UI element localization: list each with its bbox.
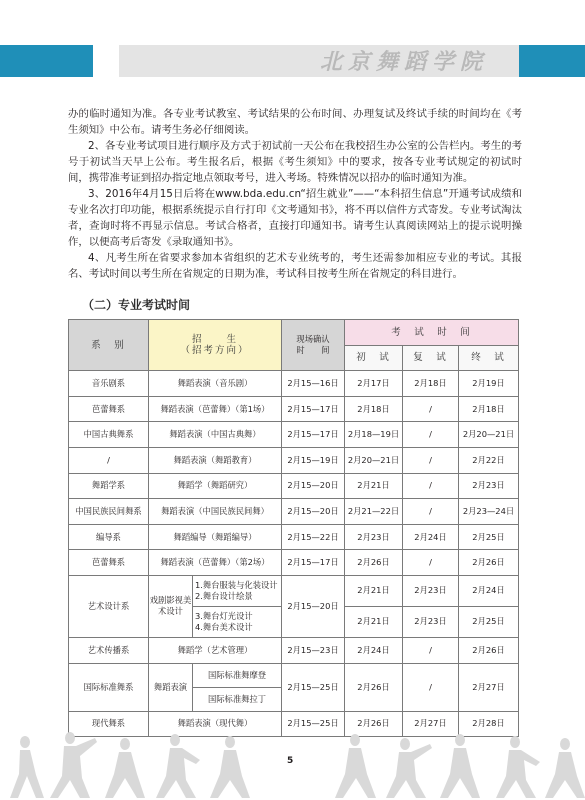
cell-confirm: 2月15—20日 [282, 499, 345, 525]
cell-confirm: 2月15—19日 [282, 447, 345, 473]
table-row [69, 524, 519, 550]
header-second: 复 试 [403, 345, 459, 371]
header-final: 终 试 [459, 345, 519, 371]
cell-major: 舞蹈表演（芭蕾舞）（第1场） [149, 396, 282, 422]
paragraph-2: 2、各专业考试项目进行顺序及方式于初试前一天公布在我校招生办公室的公告栏内。考生的考号于初试当天早上公布。考生报名后，根据《考生须知》中的要求，按各专业考试规定的初试时间，携带准考证到招办指定地点领取考号，进入考场。特殊情况以招办的临时通知为准。 [68, 140, 522, 184]
cell-first: 2月26日 [345, 663, 403, 711]
cell-first: 2月21日 [345, 575, 403, 606]
table-row [69, 396, 519, 422]
exam-schedule-table [68, 319, 519, 737]
cell-major-sub: 国际标准舞摩登 [193, 663, 282, 687]
header-band-right [519, 45, 585, 77]
cell-confirm: 2月15—22日 [282, 524, 345, 550]
header-first: 初 试 [345, 345, 403, 371]
section-title: （二）专业考试时间 [82, 298, 191, 312]
cell-final: 2月20—21日 [459, 422, 519, 448]
table-row [69, 637, 519, 663]
cell-final: 2月24日 [459, 575, 519, 606]
cell-final: 2月27日 [459, 663, 519, 711]
cell-confirm: 2月15—20日 [282, 473, 345, 499]
cell-first: 2月18日 [345, 396, 403, 422]
table-row-art-design-1 [69, 575, 519, 606]
cell-first: 2月18—19日 [345, 422, 403, 448]
cell-major: 舞蹈学（艺术管理） [149, 637, 282, 663]
paragraph-1: 办的临时通知为准。各专业考试教室、考试结果的公布时间、办理复试及终试手续的时间均在《考生须知》中公布。请考生务必仔细阅读。 [68, 108, 522, 136]
cell-major: 舞蹈表演（舞蹈教育） [149, 447, 282, 473]
table-row [69, 499, 519, 525]
cell-confirm: 2月15—16日 [282, 371, 345, 397]
table-row [69, 371, 519, 397]
cell-first: 2月21日 [345, 473, 403, 499]
cell-final: 2月26日 [459, 550, 519, 576]
cell-confirm: 2月15—20日 [282, 575, 345, 637]
table-row [69, 422, 519, 448]
cell-major: 舞蹈表演（音乐剧） [149, 371, 282, 397]
cell-first: 2月21日 [345, 606, 403, 637]
cell-dept: 现代舞系 [69, 711, 149, 737]
cell-confirm: 2月15—25日 [282, 663, 345, 711]
header-confirm [282, 320, 345, 371]
cell-second: / [403, 663, 459, 711]
cell-dept: / [69, 447, 149, 473]
table-row [69, 447, 519, 473]
cell-confirm: 2月15—23日 [282, 637, 345, 663]
cell-second: / [403, 637, 459, 663]
table-row-ballroom-1 [69, 663, 519, 687]
cell-major: 舞蹈表演（中国古典舞） [149, 422, 282, 448]
cell-dept: 编导系 [69, 524, 149, 550]
cell-confirm: 2月15—17日 [282, 422, 345, 448]
page-number: 5 [287, 756, 294, 766]
cell-final: 2月25日 [459, 524, 519, 550]
cell-major-group: 舞蹈表演 [149, 663, 193, 711]
cell-major: 舞蹈表演（现代舞） [149, 711, 282, 737]
cell-final: 2月23—24日 [459, 499, 519, 525]
cell-confirm: 2月15—17日 [282, 396, 345, 422]
cell-final: 2月23日 [459, 473, 519, 499]
header-confirm-line2: 时 间 [296, 345, 330, 356]
cell-dept: 音乐剧系 [69, 371, 149, 397]
cell-dept: 国际标准舞系 [69, 663, 149, 711]
cell-dept: 芭蕾舞系 [69, 396, 149, 422]
header-band-left [0, 45, 93, 77]
cell-first: 2月26日 [345, 550, 403, 576]
cell-second: / [403, 447, 459, 473]
cell-second: 2月23日 [403, 606, 459, 637]
cell-final: 2月25日 [459, 606, 519, 637]
cell-second: / [403, 396, 459, 422]
cell-final: 2月19日 [459, 371, 519, 397]
cell-dept: 中国古典舞系 [69, 422, 149, 448]
table-header-row [69, 320, 519, 346]
header-confirm-line1: 现场确认 [296, 334, 330, 345]
header-major-line2: （招考方向） [180, 345, 250, 357]
cell-dept: 中国民族民间舞系 [69, 499, 149, 525]
cell-major: 舞蹈表演（中国民族民间舞） [149, 499, 282, 525]
cell-dept: 艺术设计系 [69, 575, 149, 637]
cell-first: 2月26日 [345, 711, 403, 737]
cell-dept: 舞蹈学系 [69, 473, 149, 499]
cell-first: 2月21—22日 [345, 499, 403, 525]
header-major-line1: 招 生 [192, 334, 239, 346]
cell-second: 2月27日 [403, 711, 459, 737]
cell-dept: 艺术传播系 [69, 637, 149, 663]
cell-second: / [403, 422, 459, 448]
cell-final: 2月28日 [459, 711, 519, 737]
paragraph-3: 3、2016年4月15日后将在www.bda.edu.cn“招生就业”——“本科招生信息”开通考试成绩和专业名次打印功能，根据系统提示自行打印《文考通知书》，将不再以信件方式寄发。专业考试淘汰者，查询时将不再显示信息。考试合格者，直接打印通知书。请考生认真阅读网站上的提示说明操作，以便高考后寄发《录取通知书》。 [68, 188, 522, 248]
table-row [69, 550, 519, 576]
cell-final: 2月18日 [459, 396, 519, 422]
cell-major-group: 戏剧影视美术设计 [149, 575, 193, 637]
cell-second: 2月23日 [403, 575, 459, 606]
cell-first: 2月17日 [345, 371, 403, 397]
cell-confirm: 2月15—25日 [282, 711, 345, 737]
cell-final: 2月26日 [459, 637, 519, 663]
cell-second: / [403, 550, 459, 576]
cell-major-sub: 1.舞台服装与化装设计 2.舞台设计绘景 [193, 575, 282, 606]
cell-major: 舞蹈学（舞蹈研究） [149, 473, 282, 499]
cell-second: 2月18日 [403, 371, 459, 397]
cell-major: 舞蹈表演（芭蕾舞）（第2场） [149, 550, 282, 576]
paragraph-4: 4、凡考生所在省要求参加本省组织的艺术专业统考的，考生还需参加相应专业的考试。其报名、考试时间以考生所在省规定的日期为准，考试科目按考生所在省规定的科目进行。 [68, 252, 522, 280]
cell-first: 2月23日 [345, 524, 403, 550]
cell-major-sub: 3.舞台灯光设计 4.舞台美术设计 [193, 606, 282, 637]
cell-final: 2月22日 [459, 447, 519, 473]
cell-second: / [403, 499, 459, 525]
table-row [69, 473, 519, 499]
header-dept: 系 别 [69, 320, 149, 371]
cell-confirm: 2月15—17日 [282, 550, 345, 576]
cell-second: 2月24日 [403, 524, 459, 550]
cell-first: 2月20—21日 [345, 447, 403, 473]
header-exam-time: 考 试 时 间 [345, 320, 519, 346]
cell-second: / [403, 473, 459, 499]
header-major [149, 320, 282, 371]
body-text [68, 106, 522, 282]
cell-first: 2月24日 [345, 637, 403, 663]
school-logo-text: 北京舞蹈学院 [320, 49, 489, 75]
cell-dept: 芭蕾舞系 [69, 550, 149, 576]
cell-major-sub: 国际标准舞拉丁 [193, 687, 282, 711]
cell-major: 舞蹈编导（舞蹈编导） [149, 524, 282, 550]
